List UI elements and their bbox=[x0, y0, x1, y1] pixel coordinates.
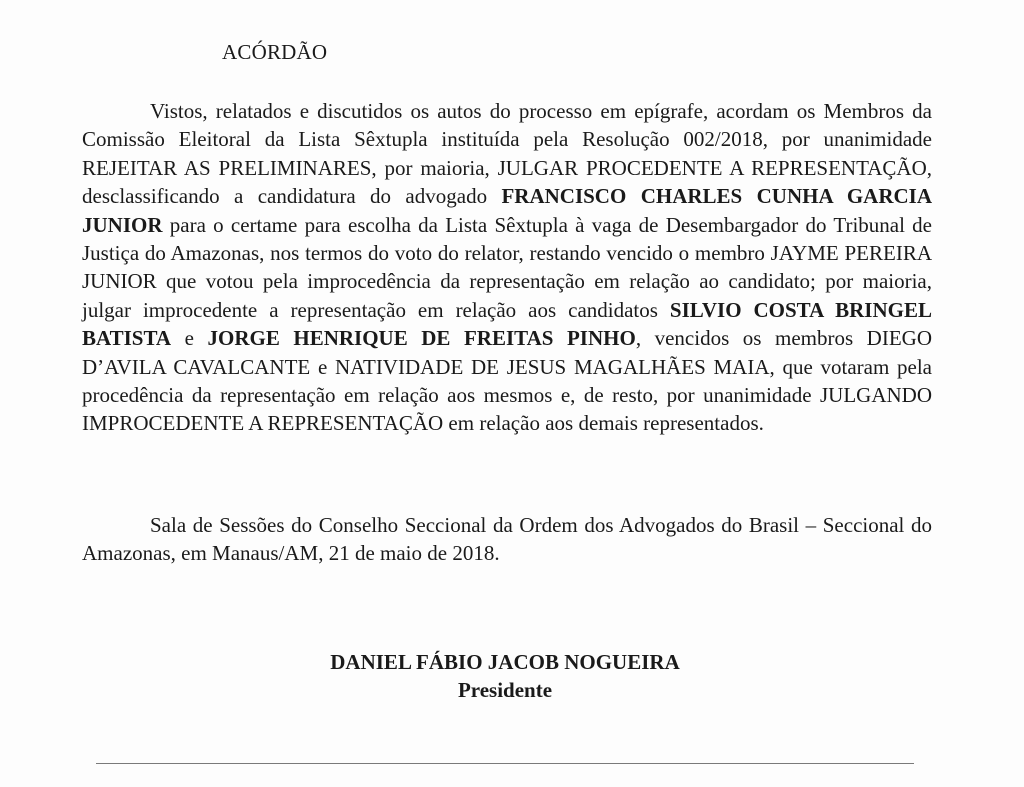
candidate-name-francisco: FRANCISCO CHARLES CUNHA GARCIA JUNIOR bbox=[82, 184, 933, 237]
candidate-name-silvio: SILVIO COSTA BRINGEL BATISTA bbox=[82, 297, 932, 351]
candidate-name-jorge: JORGE HENRIQUE DE FREITAS PINHO bbox=[207, 326, 636, 351]
footer-divider bbox=[96, 763, 914, 764]
ruling-paragraph bbox=[82, 97, 932, 438]
ruling-text-2: para o certame para escolha da Lista Sêxtupla à vaga de Desembargador do Tribunal de Justiça do Amazonas, nos termos do voto do relator, restando vencido o membro JAYME PEREIRA JUNIOR que votou pela improcedência da representação em relação ao candidato; por maioria, julgar improcedente a representação em relação aos candidatos bbox=[82, 212, 932, 322]
ruling-text-3: e bbox=[171, 326, 208, 351]
document-title: ACÓRDÃO bbox=[222, 40, 328, 64]
ruling-text-1: Vistos, relatados e discutidos os autos do processo em epígrafe, acordam os Membros da Comissão Eleitoral da Lista Sêxtupla instituída pela Resolução 002/2018, por unanimidade REJEITAR AS PRELIMINARES, por maioria, JULGAR PROCEDENTE A REPRESENTAÇÃO, desclassificando a candidatura do advogado bbox=[82, 99, 932, 209]
signatory-role: Presidente bbox=[457, 678, 553, 702]
signatory-name: DANIEL FÁBIO JACOB NOGUEIRA bbox=[330, 650, 680, 674]
ruling-text-4: , vencidos os membros DIEGO D’AVILA CAVALCANTE e NATIVIDADE DE JESUS MAGALHÃES MAIA, que votaram pela procedência da representação em relação aos mesmos e, de resto, por unanimidade JULGANDO IMPROCEDENTE A REPRESENTAÇÃO em relação aos demais representados. bbox=[82, 326, 932, 436]
session-paragraph: Sala de Sessões do Conselho Seccional da Ordem dos Advogados do Brasil – Seccional do Amazonas, em Manaus/AM, 21 de maio de 2018. bbox=[82, 513, 932, 566]
